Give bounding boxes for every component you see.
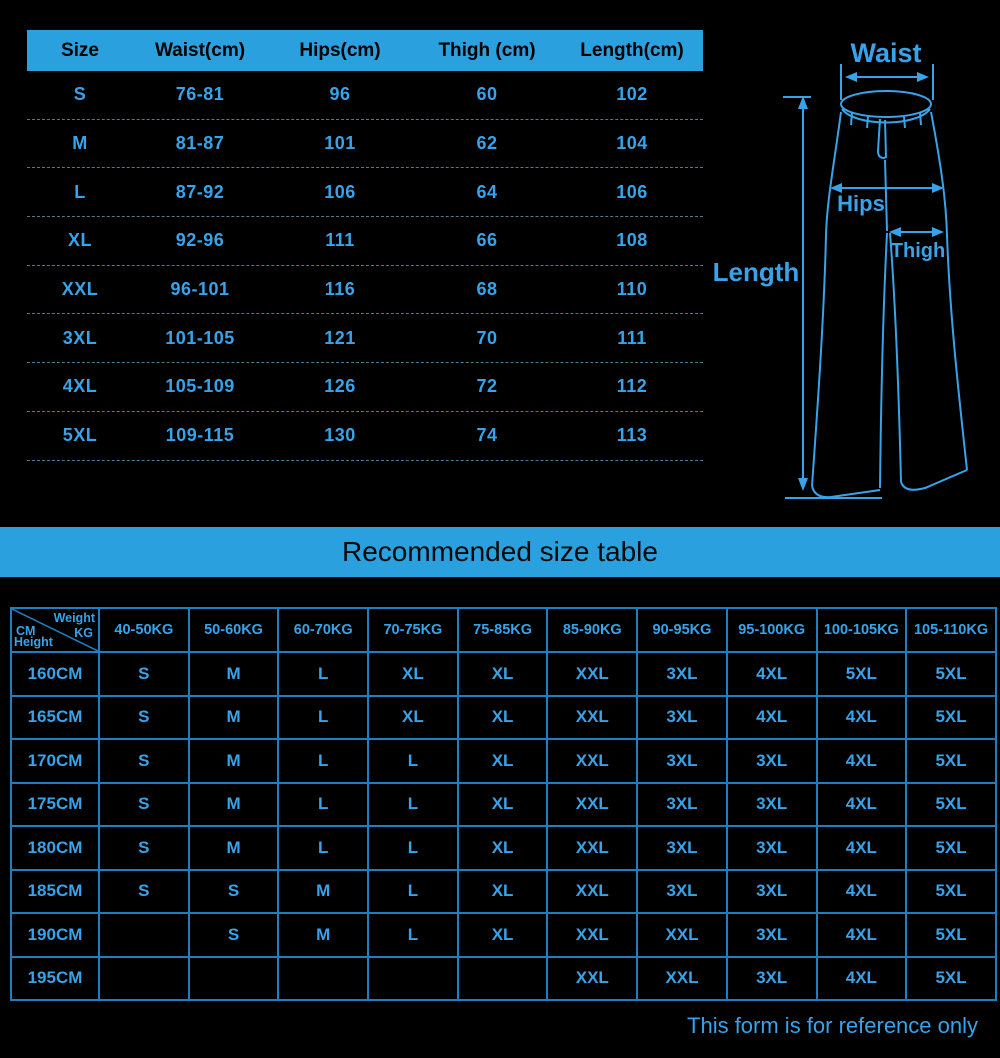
size-table-cell: 87-92: [175, 181, 225, 202]
size-cell: M: [189, 783, 279, 827]
size-cell: L: [368, 783, 458, 827]
size-table-row: [27, 217, 703, 266]
height-row-header: 190CM: [11, 913, 99, 957]
size-table-header-cell: Thigh (cm): [438, 39, 536, 61]
size-table-cell: 64: [476, 181, 498, 202]
recommended-size-banner: [0, 527, 1000, 577]
size-cell: L: [278, 783, 368, 827]
size-cell: 3XL: [727, 957, 817, 1001]
corner-weight-label: Weight: [53, 611, 95, 625]
size-cell: L: [368, 739, 458, 783]
weight-column-header: 100-105KG: [817, 608, 907, 652]
weight-column-header: 75-85KG: [458, 608, 548, 652]
size-table-cell: L: [74, 181, 86, 202]
size-table-cell: 76-81: [175, 84, 225, 105]
size-table-header-row: [27, 30, 703, 71]
size-cell: 4XL: [817, 826, 907, 870]
size-cell: XL: [368, 652, 458, 696]
size-table-cell: 3XL: [62, 327, 98, 348]
size-cell: 4XL: [817, 739, 907, 783]
size-table-cell: 108: [616, 230, 648, 251]
size-cell: L: [278, 739, 368, 783]
size-table-cell: 5XL: [62, 425, 98, 446]
size-cell: M: [278, 870, 368, 914]
size-cell: XL: [458, 652, 548, 696]
size-cell: [278, 957, 368, 1001]
hips-label: Hips: [837, 191, 885, 216]
size-cell: 4XL: [817, 870, 907, 914]
weight-column-header: 60-70KG: [278, 608, 368, 652]
size-cell: 3XL: [727, 739, 817, 783]
size-cell: 3XL: [637, 783, 727, 827]
size-cell: XXL: [637, 913, 727, 957]
size-cell: [99, 913, 189, 957]
size-table-cell: M: [72, 133, 88, 154]
size-table-row: [27, 168, 703, 217]
size-table-cell: XXL: [61, 279, 99, 300]
weight-column-header: 70-75KG: [368, 608, 458, 652]
size-table-cell: 4XL: [62, 376, 98, 397]
size-table-cell: 111: [617, 327, 647, 348]
height-row-header: 165CM: [11, 696, 99, 740]
recommended-size-table: [10, 607, 997, 1001]
size-cell: L: [368, 913, 458, 957]
size-cell: XL: [458, 783, 548, 827]
size-cell: 5XL: [906, 826, 996, 870]
size-cell: 4XL: [727, 652, 817, 696]
size-cell: [458, 957, 548, 1001]
size-table-cell: 101-105: [165, 327, 235, 348]
size-cell: M: [189, 652, 279, 696]
size-cell: XXL: [547, 957, 637, 1001]
size-cell: M: [278, 913, 368, 957]
height-row-header: 170CM: [11, 739, 99, 783]
size-cell: 4XL: [817, 957, 907, 1001]
size-cell: L: [278, 826, 368, 870]
weight-column-header: 50-60KG: [189, 608, 279, 652]
size-cell: XXL: [547, 826, 637, 870]
size-table-cell: 110: [616, 279, 648, 300]
recommended-table-row: [11, 957, 996, 1001]
recommended-table-row: [11, 913, 996, 957]
size-table-cell: 101: [324, 133, 356, 154]
size-cell: S: [99, 696, 189, 740]
size-table-cell: 104: [616, 133, 648, 154]
size-cell: 3XL: [727, 913, 817, 957]
size-cell: XXL: [547, 652, 637, 696]
size-table-header-cell: Hips(cm): [299, 39, 381, 61]
size-table-cell: 92-96: [175, 230, 225, 251]
size-table-header-cell: Length(cm): [580, 39, 684, 61]
recommended-table-header-row: [11, 608, 996, 652]
size-cell: 5XL: [906, 652, 996, 696]
size-cell: 5XL: [906, 913, 996, 957]
reference-note: This form is for reference only: [687, 1013, 978, 1038]
size-cell: 3XL: [637, 652, 727, 696]
corner-cell: [11, 608, 99, 652]
size-cell: S: [99, 783, 189, 827]
size-table-header-cell: Waist(cm): [154, 39, 246, 61]
size-table-cell: 62: [476, 133, 498, 154]
size-cell: [189, 957, 279, 1001]
size-cell: XL: [458, 696, 548, 740]
size-table-cell: 113: [616, 425, 648, 446]
size-table-cell: 72: [476, 376, 498, 397]
size-table-cell: 70: [476, 327, 498, 348]
size-cell: 5XL: [906, 696, 996, 740]
size-cell: [99, 957, 189, 1001]
size-cell: 5XL: [906, 870, 996, 914]
size-cell: 5XL: [906, 739, 996, 783]
size-cell: 5XL: [817, 652, 907, 696]
recommended-table-row: [11, 826, 996, 870]
size-cell: 5XL: [906, 783, 996, 827]
size-cell: S: [99, 739, 189, 783]
recommended-table-row: [11, 739, 996, 783]
size-cell: S: [189, 913, 279, 957]
size-table-cell: 81-87: [175, 133, 225, 154]
size-cell: M: [189, 739, 279, 783]
size-table-cell: 109-115: [165, 425, 235, 446]
recommended-table-body: [11, 652, 996, 1000]
banner-title: Recommended size table: [342, 536, 658, 567]
size-table-cell: 130: [324, 425, 356, 446]
weight-column-header: 105-110KG: [906, 608, 996, 652]
size-table-row: [27, 266, 703, 315]
size-cell: L: [278, 652, 368, 696]
size-table-cell: 105-109: [165, 376, 235, 397]
recommended-table-row: [11, 870, 996, 914]
pants-outline-illustration: [812, 91, 967, 497]
size-cell: XXL: [547, 696, 637, 740]
size-cell: 4XL: [727, 696, 817, 740]
size-cell: XXL: [547, 870, 637, 914]
pants-measurement-diagram: [700, 20, 1000, 525]
size-cell: XL: [458, 739, 548, 783]
waist-label: Waist: [850, 38, 922, 68]
size-cell: 4XL: [817, 696, 907, 740]
size-table-cell: 74: [476, 425, 498, 446]
size-table-row: [27, 314, 703, 363]
size-cell: XL: [458, 870, 548, 914]
size-cell: M: [189, 696, 279, 740]
size-table-cell: 121: [324, 327, 356, 348]
size-table-row: [27, 363, 703, 412]
size-table-row: [27, 71, 703, 120]
size-cell: 5XL: [906, 957, 996, 1001]
height-row-header: 160CM: [11, 652, 99, 696]
size-table-cell: 116: [324, 279, 356, 300]
size-cell: XXL: [547, 739, 637, 783]
size-cell: 3XL: [727, 783, 817, 827]
size-cell: L: [368, 826, 458, 870]
thigh-label: Thigh: [890, 240, 946, 262]
size-table-cell: 102: [616, 84, 648, 105]
size-cell: S: [99, 652, 189, 696]
recommended-table-row: [11, 652, 996, 696]
length-arrow: [783, 96, 882, 498]
size-cell: [368, 957, 458, 1001]
size-table-row: [27, 412, 703, 461]
size-cell: 4XL: [817, 783, 907, 827]
height-row-header: 180CM: [11, 826, 99, 870]
size-table-cell: 66: [476, 230, 498, 251]
size-table-row: [27, 120, 703, 169]
size-cell: S: [99, 826, 189, 870]
size-cell: 4XL: [817, 913, 907, 957]
recommended-table-row: [11, 696, 996, 740]
thigh-arrow: [889, 227, 944, 237]
size-table-body: [27, 71, 703, 461]
weight-column-header: 40-50KG: [99, 608, 189, 652]
size-cell: L: [278, 696, 368, 740]
size-cell: XXL: [547, 783, 637, 827]
size-cell: XL: [458, 913, 548, 957]
weight-column-header: 95-100KG: [727, 608, 817, 652]
corner-height-label: Height: [14, 634, 53, 649]
size-cell: XXL: [637, 957, 727, 1001]
size-table-cell: 106: [616, 181, 648, 202]
length-label: Length: [712, 257, 800, 287]
size-cell: XXL: [547, 913, 637, 957]
size-cell: L: [368, 870, 458, 914]
recommended-table-row: [11, 783, 996, 827]
size-cell: 3XL: [637, 826, 727, 870]
size-cell: 3XL: [727, 870, 817, 914]
size-cell: S: [189, 870, 279, 914]
size-table-cell: 126: [324, 376, 356, 397]
weight-column-header: 90-95KG: [637, 608, 727, 652]
size-table-cell: 111: [325, 230, 355, 251]
size-cell: S: [99, 870, 189, 914]
size-cell: 3XL: [637, 739, 727, 783]
size-table-cell: 106: [324, 181, 356, 202]
size-cell: 3XL: [637, 696, 727, 740]
size-table-cell: 96-101: [170, 279, 230, 300]
size-table-cell: 112: [616, 376, 648, 397]
size-cell: 3XL: [637, 870, 727, 914]
weight-column-header: 85-90KG: [547, 608, 637, 652]
height-row-header: 175CM: [11, 783, 99, 827]
size-table-cell: 96: [329, 84, 351, 105]
size-cell: M: [189, 826, 279, 870]
size-table-cell: S: [73, 84, 87, 105]
size-table-cell: 68: [476, 279, 498, 300]
corner-cm-label: CM: [16, 624, 36, 638]
height-row-header: 195CM: [11, 957, 99, 1001]
size-table-header-cell: Size: [60, 39, 100, 61]
height-row-header: 185CM: [11, 870, 99, 914]
corner-kg-label: KG: [74, 626, 93, 640]
size-cell: XL: [368, 696, 458, 740]
size-table-cell: XL: [67, 230, 92, 251]
size-cell: 3XL: [727, 826, 817, 870]
size-cell: XL: [458, 826, 548, 870]
size-table-cell: 60: [476, 84, 498, 105]
